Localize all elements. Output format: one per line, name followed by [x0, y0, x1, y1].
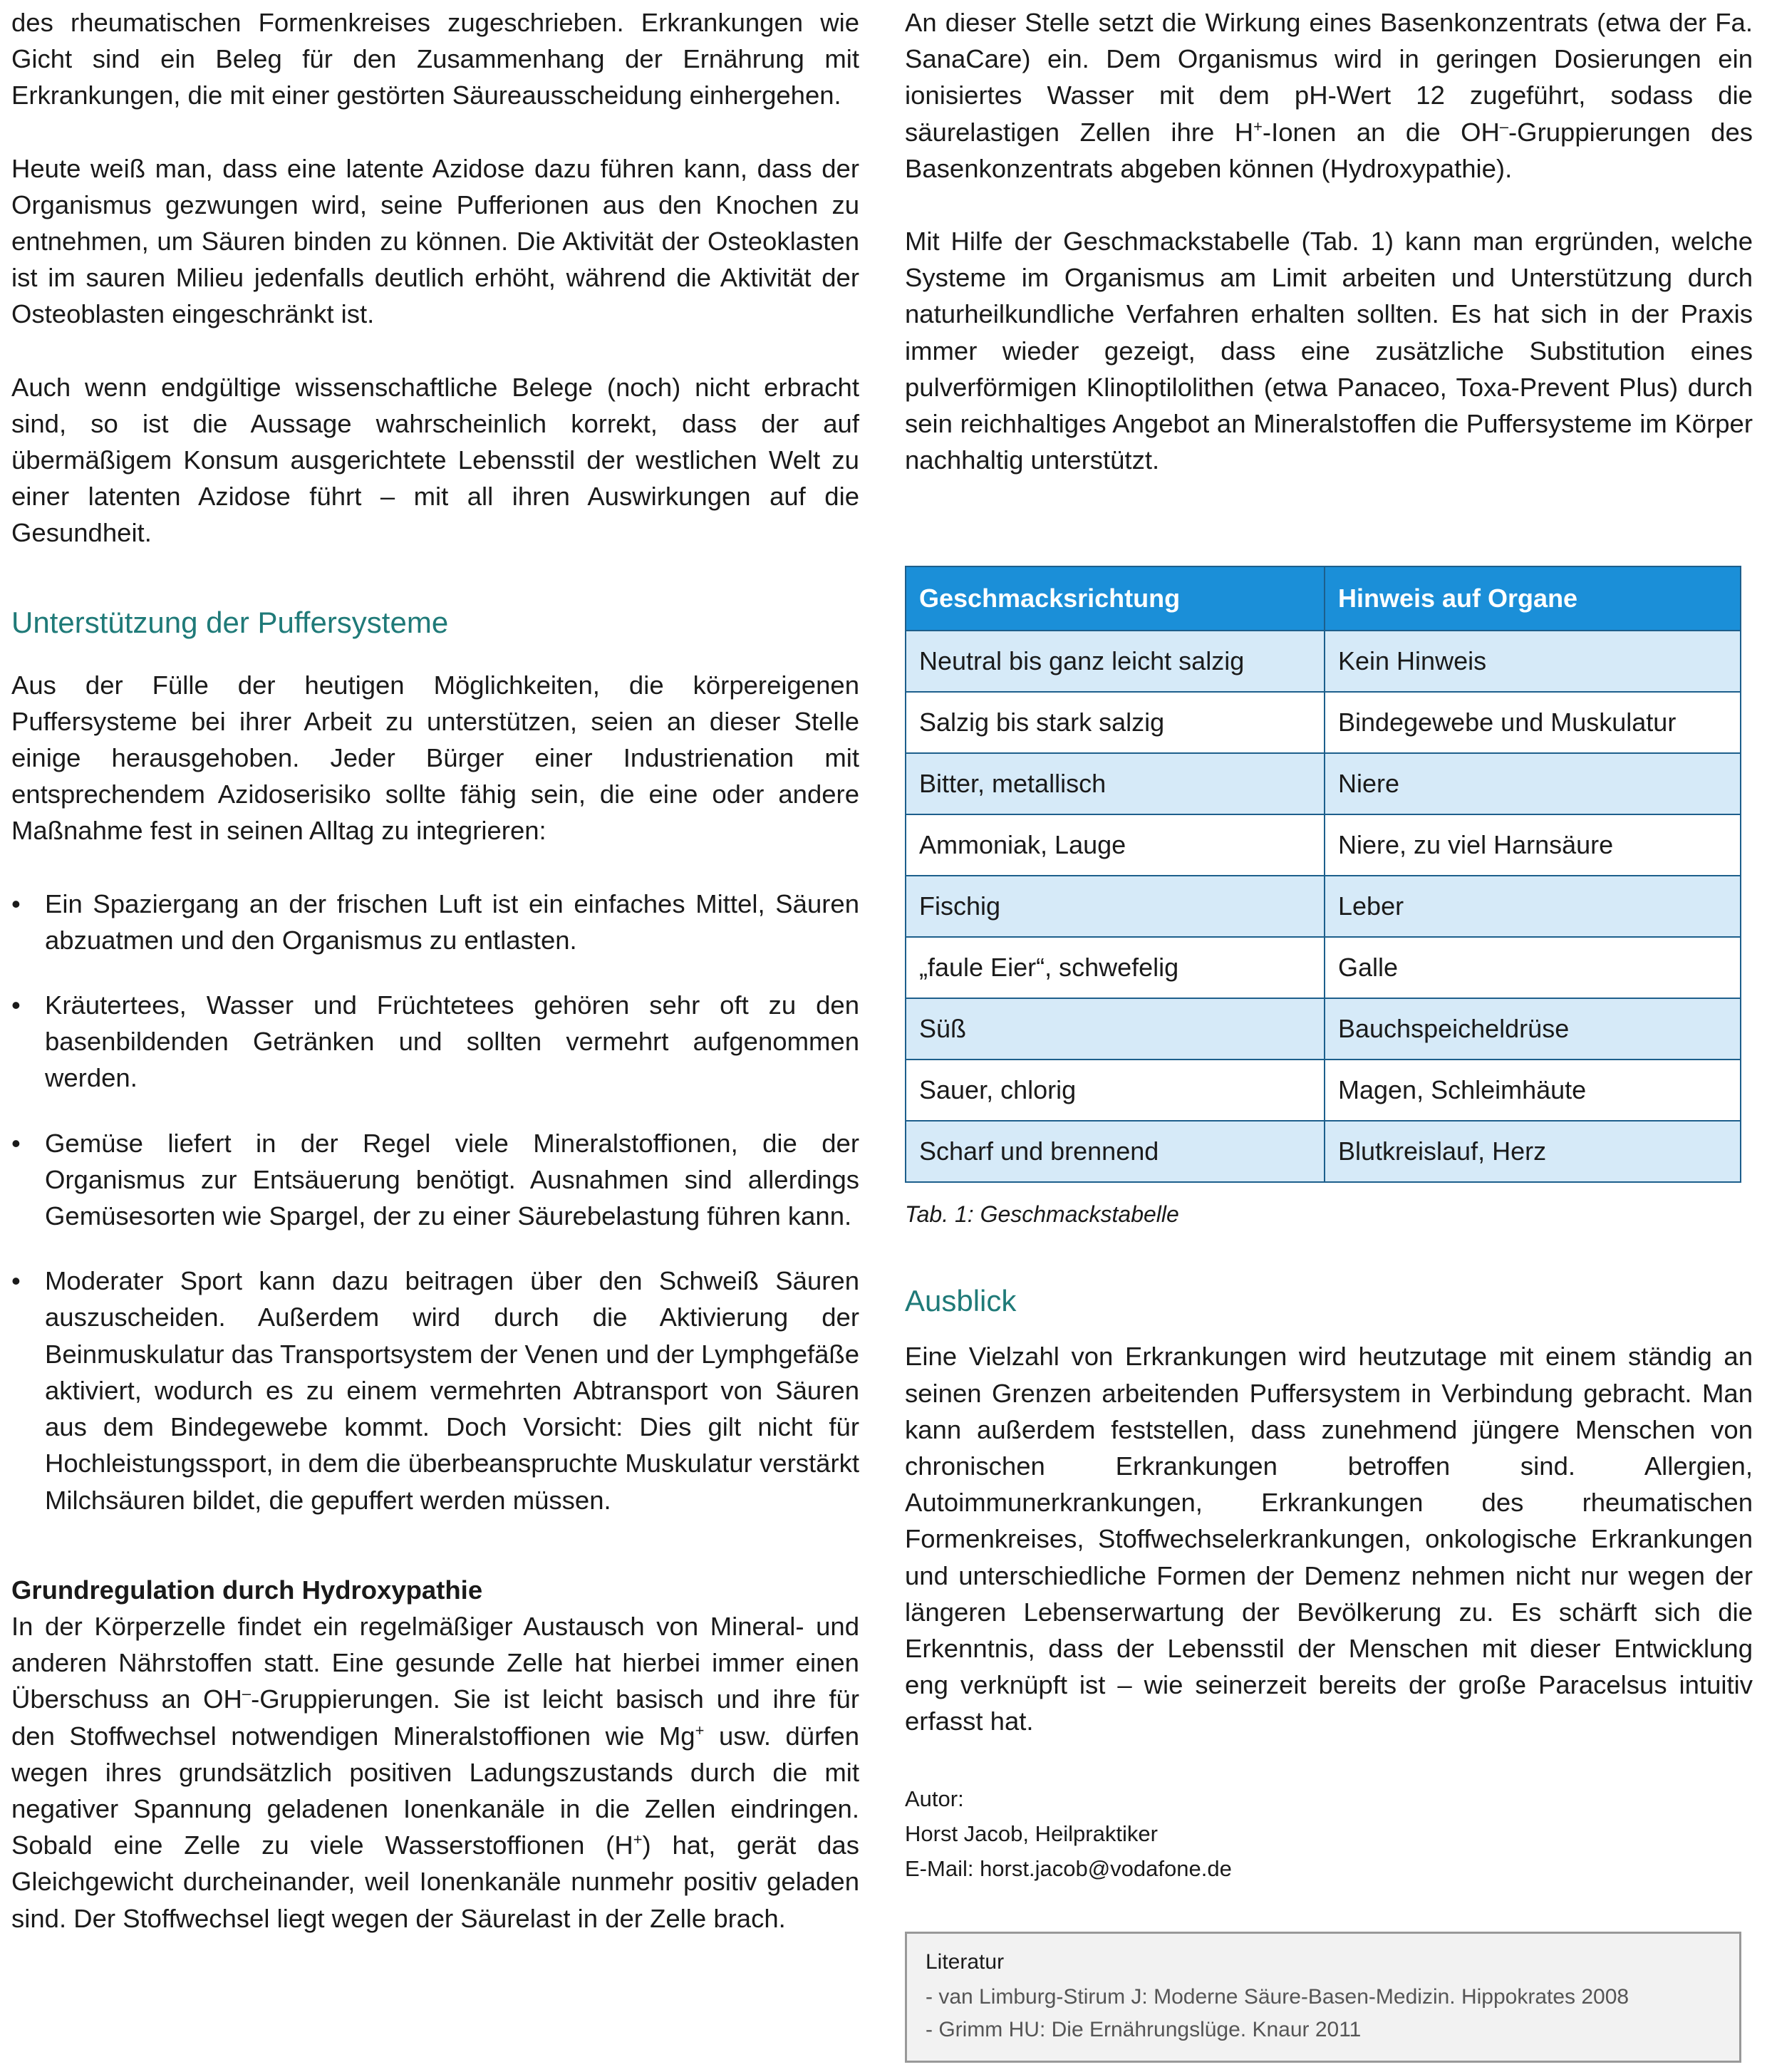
table-cell: Fischig: [906, 876, 1325, 937]
text-run: -Ionen an die OH: [1262, 117, 1500, 147]
author-block: [905, 1781, 1753, 1886]
literature-item: - van Limburg-Stirum J: Moderne Säure-Basen-Medizin. Hippokrates 2008: [926, 1984, 1629, 2009]
list-item: • Gemüse liefert in der Regel viele Mineralstoffionen, die der Organismus zur Entsäuerung benötigt. Ausnahmen sind allerdings Gemüsesorten wie Spargel, der zu einer Säurebelastung führen kann.: [11, 1125, 859, 1235]
superscript: +: [695, 1721, 705, 1739]
literature-item: - Grimm HU: Die Ernährungslüge. Knaur 2011: [926, 2017, 1362, 2041]
table-cell: Niere, zu viel Harnsäure: [1325, 814, 1741, 876]
table-cell: Scharf und brennend: [906, 1121, 1325, 1182]
table-row: [906, 937, 1741, 998]
paragraph: Heute weiß man, dass eine latente Azidose dazu führen kann, dass der Organismus gezwungen wird, seine Pufferionen aus den Knochen zu entnehmen, um Säuren binden zu können. Die Aktivität der Osteoklasten ist im sauren Milieu jedenfalls deutlich erhöht, während die Aktivität der Osteoblasten eingeschränkt ist.: [11, 153, 859, 329]
superscript: –: [1499, 117, 1509, 135]
text-run: usw. dürfen wegen ihres grundsätzlich positiven Ladungszustands durch die mit negativer Spannung geladenen Ionenkanäle in die Zellen eindringen. Sobald eine Zelle zu viele Wasserstoffionen (H: [11, 1721, 859, 1860]
left-column: [11, 4, 859, 1973]
author-email: E-Mail: horst.jacob@vodafone.de: [905, 1855, 1232, 1881]
table-row: [906, 876, 1741, 937]
table-cell: Bindegewebe und Muskulatur: [1325, 692, 1741, 753]
literature-title: Literatur: [926, 1949, 1005, 1974]
subsection-heading: Grundregulation durch Hydroxypathie: [11, 1575, 483, 1605]
table-cell: Neutral bis ganz leicht salzig: [906, 631, 1325, 692]
table-header-cell: Geschmacksrichtung: [906, 566, 1325, 631]
literature-box: [905, 1932, 1741, 2063]
bullet-list: [11, 886, 859, 1518]
section-heading: Ausblick: [905, 1284, 1017, 1318]
table-cell: Leber: [1325, 876, 1741, 937]
table-cell: Kein Hinweis: [1325, 631, 1741, 692]
table-row: [906, 814, 1741, 876]
superscript: –: [242, 1684, 252, 1703]
table-header-cell: Hinweis auf Organe: [1325, 566, 1741, 631]
right-column: [905, 4, 1753, 2063]
table-cell: Niere: [1325, 753, 1741, 814]
superscript: +: [633, 1830, 643, 1848]
table-caption: Tab. 1: Geschmackstabelle: [905, 1201, 1179, 1228]
paragraph: Mit Hilfe der Geschmackstabelle (Tab. 1) kann man ergründen, welche Systeme im Organismus am Limit arbeiten und Unterstützung durch naturheilkundliche Verfahren erhalten sollten. Es hat sich in der Praxis immer wieder gezeigt, dass eine zusätzliche Substitution eines pulverförmigen Klinoptilolithen (etwa Panaceo, Toxa-Prevent Plus) durch sein reichhaltiges Angebot an Mineralstoffen die Puffersysteme im Körper nachhaltig unterstützt.: [905, 227, 1753, 475]
table-cell: Salzig bis stark salzig: [906, 692, 1325, 753]
table-row: [906, 998, 1741, 1060]
table-header-row: [906, 566, 1741, 631]
paragraph: Eine Vielzahl von Erkrankungen wird heutzutage mit einem ständig an seinen Grenzen arbeitenden Puffersystem in Verbindung gebracht. Man kann außerdem feststellen, dass zunehmend jüngere Menschen von chronischen Erkrankungen betroffen sind. Allergien, Autoimmunerkrankungen, Erkrankungen des rheumatischen Formenkreises, Stoffwechselerkrankungen, onkologische Erkrankungen und unterschiedliche Formen der Demenz nehmen nicht nur wegen der längeren Lebenserwartung der Bevölkerung zu. Es schärft sich die Erkenntnis, dass der Lebensstil der Menschen mit dieser Entwicklung eng verknüpft ist – wie seinerzeit bereits der große Paracelsus intuitiv erfasst hat.: [905, 1342, 1753, 1736]
list-item: • Moderater Sport kann dazu beitragen über den Schweiß Säuren auszuscheiden. Außerdem wird durch die Aktivierung der Beinmuskulatur das Transportsystem der Venen und der Lymphgefäße aktiviert, wodurch es zu einem vermehrten Abtransport von Säuren aus dem Bindegewebe kommt. Doch Vorsicht: Dies gilt nicht für Hochleistungssport, in dem die überbeanspruchte Muskulatur verstärkt Milchsäuren bildet, die gepuffert werden müssen.: [11, 1263, 859, 1518]
table-cell: Ammoniak, Lauge: [906, 814, 1325, 876]
paragraph: [11, 1608, 859, 1937]
text-run: ) hat, gerät das Gleichgewicht durcheinander, weil Ionenkanäle nunmehr positiv geladen sind. Der Stoffwechsel liegt wegen der Säurelast in der Zelle brach.: [11, 1830, 859, 1933]
paragraph: Auch wenn endgültige wissenschaftliche Belege (noch) nicht erbracht sind, so ist die Aussage wahrscheinlich korrekt, dass der auf übermäßigem Konsum ausgerichtete Lebensstil der westlichen Welt zu einer latenten Azidose führt – mit all ihren Auswirkungen auf die Gesundheit.: [11, 372, 859, 548]
paragraph: des rheumatischen Formenkreises zugeschrieben. Erkrankungen wie Gicht sind ein Beleg für den Zusammenhang der Ernährung mit Erkrankungen, die mit einer gestörten Säureausscheidung einhergehen.: [11, 8, 859, 110]
paragraph: [905, 4, 1753, 187]
list-item: • Ein Spaziergang an der frischen Luft ist ein einfaches Mittel, Säuren abzuatmen und den Organismus zu entlasten.: [11, 886, 859, 958]
text-run: In der Körperzelle findet ein regelmäßiger Austausch von Mineral- und anderen Nährstoffen statt. Eine gesunde Zelle hat hierbei immer einen Überschuss an OH: [11, 1611, 859, 1714]
table-cell: „faule Eier“, schwefelig: [906, 937, 1325, 998]
section-heading: Unterstützung der Puffersysteme: [11, 605, 449, 639]
table-row: [906, 1121, 1741, 1182]
author-name: Horst Jacob, Heilpraktiker: [905, 1820, 1158, 1846]
superscript: +: [1253, 117, 1263, 135]
table-row: [906, 692, 1741, 753]
table-cell: Süß: [906, 998, 1325, 1060]
author-label: Autor:: [905, 1786, 964, 1811]
text-run: -Gruppierungen des Basenkonzentrats abgeben können (Hydroxypathie).: [905, 117, 1753, 183]
table-cell: Bauchspeicheldrüse: [1325, 998, 1741, 1060]
table-cell: Bitter, metallisch: [906, 753, 1325, 814]
table-row: [906, 1060, 1741, 1121]
text-run: An dieser Stelle setzt die Wirkung eines Basenkonzentrats (etwa der Fa. SanaCare) ein. Dem Organismus wird in geringen Dosierungen ein ionisiertes Wasser mit dem pH-Wert 12 zugeführt, sodass die säurelastigen Zellen ihre H: [905, 8, 1753, 147]
table-cell: Magen, Schleimhäute: [1325, 1060, 1741, 1121]
list-item: • Kräutertees, Wasser und Früchtetees gehören sehr oft zu den basenbildenden Getränken und sollten vermehrt aufgenommen werden.: [11, 987, 859, 1097]
table-row: [906, 753, 1741, 814]
table-cell: Galle: [1325, 937, 1741, 998]
paragraph: Aus der Fülle der heutigen Möglichkeiten, die körpereigenen Puffersysteme bei ihrer Arbeit zu unterstützen, seien an dieser Stelle einige herausgehoben. Jeder Bürger einer Industrienation mit entsprechendem Azidoserisiko sollte fähig sein, die eine oder andere Maßnahme fest in seinen Alltag zu integrieren:: [11, 670, 859, 846]
table-cell: Blutkreislauf, Herz: [1325, 1121, 1741, 1182]
table-row: [906, 631, 1741, 692]
table-cell: Sauer, chlorig: [906, 1060, 1325, 1121]
text-run: -Gruppierungen. Sie ist leicht basisch und ihre für den Stoffwechsel notwendigen Mineralstoffionen wie Mg: [11, 1684, 859, 1751]
taste-table: [905, 566, 1741, 1183]
